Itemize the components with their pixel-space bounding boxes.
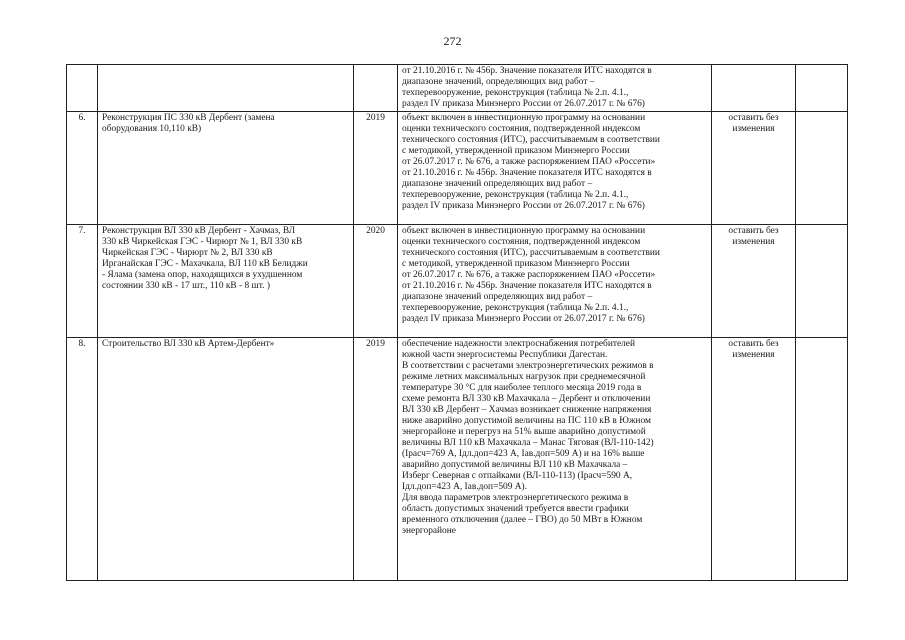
decision-line: оставить без [728,226,779,236]
empty-cell [796,112,848,225]
justification-line: оценки технического состояния, подтвержденной индексом [402,237,641,247]
justification-line: техперевооружение, реконструкция (таблица № 2.п. 4.1., [402,190,629,200]
name-line: Реконструкция ПС 330 кВ Дербент (замена [102,113,275,123]
justification-line: с методикой, утвержденной приказом Минэнерго России [402,146,630,156]
justification-line: оценки технического состояния, подтвержденной индексом [402,124,641,134]
justification-line: схеме ремонта ВЛ 330 кВ Махачкала – Дербент и отключении [402,394,651,404]
justification-line: от 26.07.2017 г. № 676, а также распоряжением ПАО «Россети» [402,270,656,280]
justification-line: энергорайоне и перегруз на 51% выше аварийно допустимой [402,427,646,437]
justification [398,225,712,338]
object-name [98,65,354,112]
justification-line: ВЛ 330 кВ Дербент – Хачмаз возникает снижение напряжения [402,405,652,415]
justification-line: технического состояния (ИТС), рассчитываемым в соответствии [402,248,660,258]
object-name [98,112,354,225]
decision [712,338,796,581]
name-line: оборудования 10,110 кВ) [102,124,202,134]
justification-line: от 21.10.2016 г. № 456р. Значение показателя ИТС находятся в [402,168,652,178]
decision [712,225,796,338]
justification-line: диапазоне значений определяющих вид работ – [402,179,593,189]
decision-line: изменения [732,237,775,247]
justification-line: область допустимых значений требуется ввести графики [402,504,629,514]
justification-line: техперевооружение, реконструкция (таблица № 2.п. 4.1., [402,88,629,98]
justification-line: объект включен в инвестиционную программу на основании [402,113,646,123]
decision [712,65,796,112]
empty-cell [796,65,848,112]
justification-line: Для ввода параметров электроэнергетического режима в [402,493,629,503]
row-number: 6. [67,112,98,225]
justification-line: Изберг Северная с отпайками (ВЛ-110-113) (Iрасч=590 А, [402,471,633,481]
justification-line: аварийно допустимой величины ВЛ 110 кВ Махачкала – [402,460,628,470]
name-line: Чиркейская ГЭС - Чирюрт № 2, ВЛ 330 кВ [102,248,273,258]
justification-line: технического состояния (ИТС), рассчитываемым в соответствии [402,135,660,145]
year: 2020 [354,225,398,338]
justification-line: южной части энергосистемы Республики Дагестан. [402,350,608,360]
justification-line: В соответствии с расчетами электроэнергетических режимов в [402,361,654,371]
name-line: Строительство ВЛ 330 кВ Артем-Дербент» [102,339,275,349]
justification-line: от 21.10.2016 г. № 456р. Значение показателя ИТС находятся в [402,281,652,291]
year [354,65,398,112]
justification-line: диапазоне значений определяющих вид работ – [402,292,593,302]
year: 2019 [354,112,398,225]
justification-line: диапазоне значений, определяющих вид работ – [402,77,595,87]
name-line: состоянии 330 кВ - 17 шт., 110 кВ - 8 шт. ) [102,281,270,291]
table-row [67,65,848,112]
decision-line: изменения [732,124,775,134]
decision-line: изменения [732,350,775,360]
justification-line: от 21.10.2016 г. № 456р. Значение показателя ИТС находятся в [402,66,652,76]
decision [712,112,796,225]
justification-line: с методикой, утвержденной приказом Минэнерго России [402,259,630,269]
name-line: 330 кВ Чиркейская ГЭС - Чирюрт № 1, ВЛ 330 кВ [102,237,303,247]
justification [398,338,712,581]
justification-line: величины ВЛ 110 кВ Махачкала – Манас Тяговая (ВЛ-110-142) [402,438,654,448]
table-row [67,112,848,225]
justification-line: временного отключения (далее – ГВО) до 50 МВт в Южном [402,515,643,525]
decision-line: оставить без [728,113,779,123]
row-number [67,65,98,112]
justification-line: от 26.07.2017 г. № 676, а также распоряжением ПАО «Россети» [402,157,656,167]
investment-objects-table [66,64,848,581]
justification-line: раздел IV приказа Минэнерго России от 26.07.2017 г. № 676) [402,314,645,324]
name-line: - Ялама (замена опор, находящихся в ухудшенном [102,270,303,280]
name-line: Реконструкция ВЛ 330 кВ Дербент - Хачмаз, ВЛ [102,226,296,236]
justification [398,112,712,225]
empty-cell [796,338,848,581]
row-number: 8. [67,338,98,581]
justification-line: энергорайоне [402,526,456,536]
justification-line: Iдл.доп=423 А, Iав.доп=509 А). [402,482,527,492]
justification-line: режиме летних максимальных нагрузок при среднемесячной [402,372,646,382]
justification [398,65,712,112]
justification-line: обеспечение надежности электроснабжения потребителей [402,339,635,349]
empty-cell [796,225,848,338]
justification-line: раздел IV приказа Минэнерго России от 26.07.2017 г. № 676) [402,201,645,211]
name-line: Ирганайская ГЭС - Махачкала, ВЛ 110 кВ Белиджи [102,259,308,269]
justification-line: ниже аварийно допустимой величины на ПС 110 кВ в Южном [402,416,651,426]
row-number: 7. [67,225,98,338]
table-row [67,338,848,581]
table-row [67,225,848,338]
justification-line: температуре 30 °С для наиболее теплого месяца 2019 года в [402,383,642,393]
justification-line: техперевооружение, реконструкция (таблица № 2.п. 4.1., [402,303,629,313]
justification-line: (Iрасч=769 А, Iдл.доп=423 А, Iав.доп=509 А) и на 16% выше [402,449,645,459]
justification-line: раздел IV приказа Минэнерго России от 26.07.2017 г. № 676) [402,99,645,109]
object-name [98,225,354,338]
object-name [98,338,354,581]
justification-line: объект включен в инвестиционную программу на основании [402,226,646,236]
page-number: 272 [443,34,462,48]
decision-line: оставить без [728,339,779,349]
year: 2019 [354,338,398,581]
